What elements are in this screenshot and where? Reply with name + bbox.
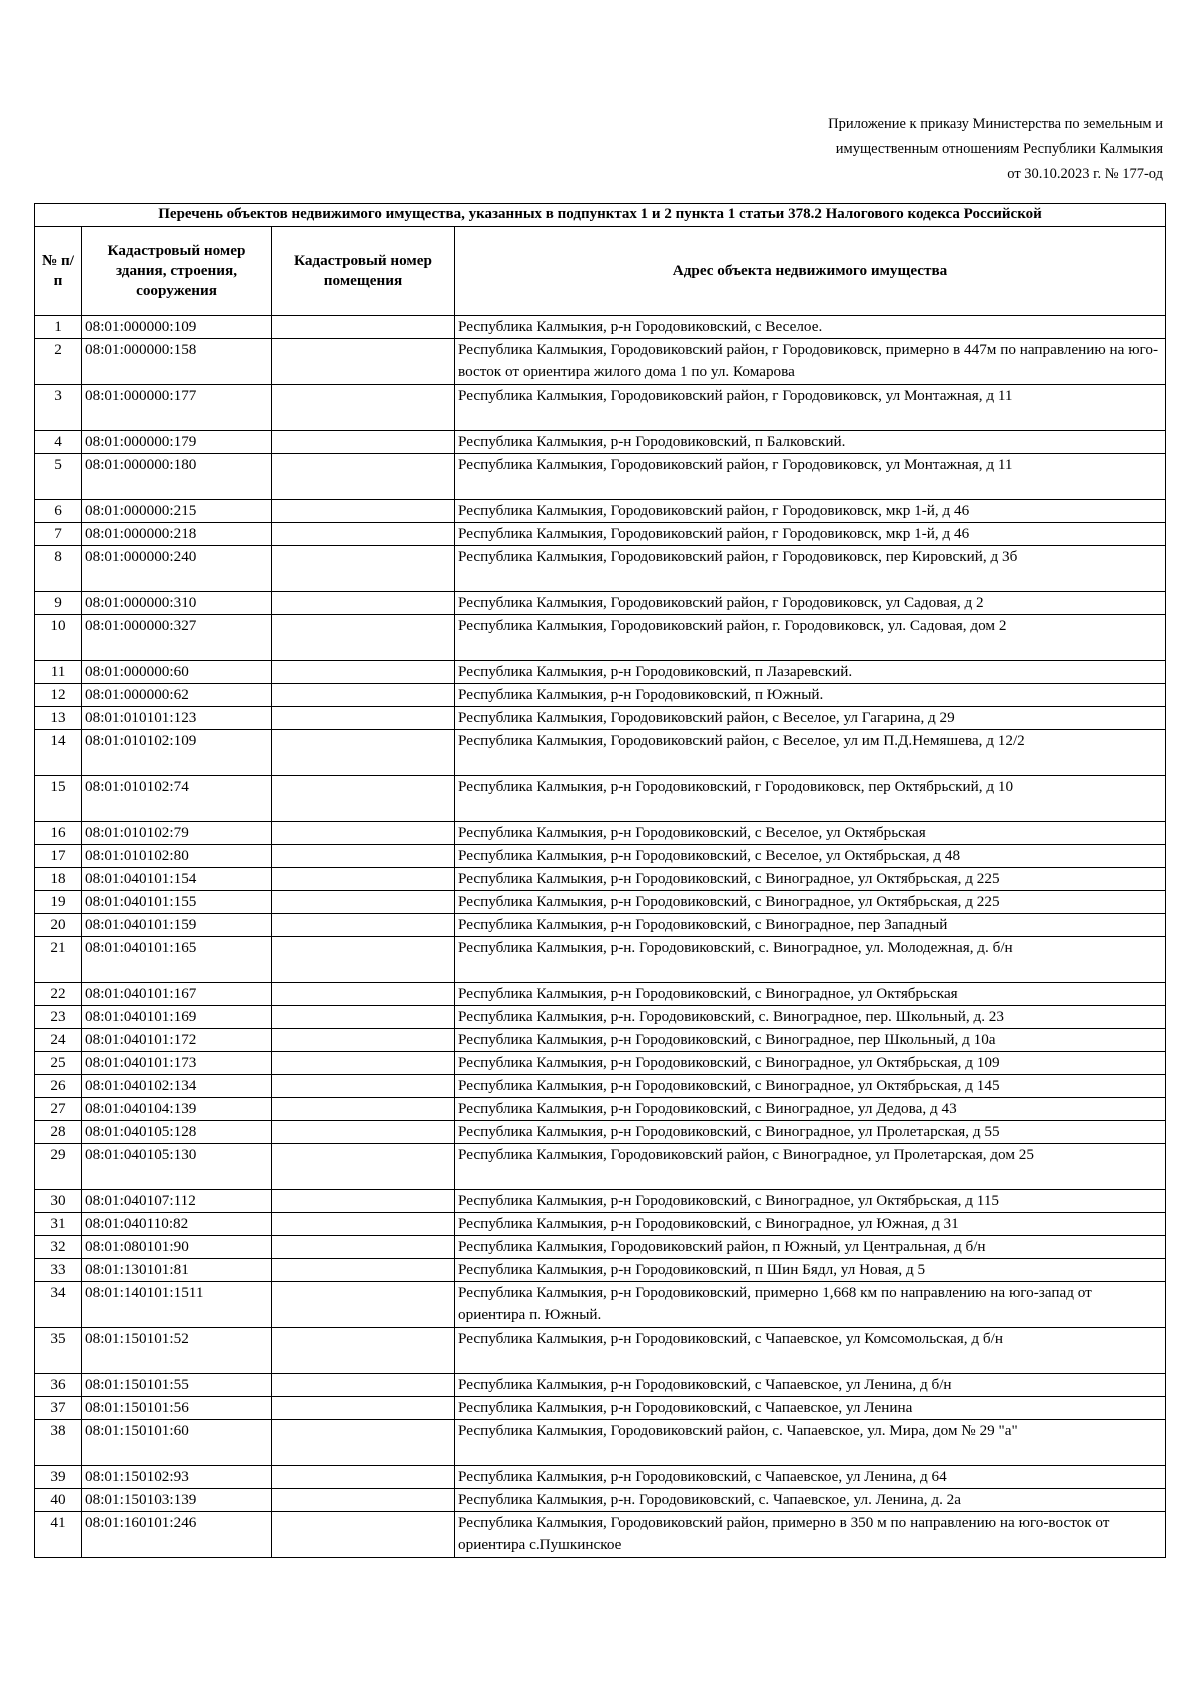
building-cadastral-number: 08:01:040104:139 [82,1098,272,1121]
building-cadastral-number: 08:01:040101:154 [82,868,272,891]
object-address: Республика Калмыкия, р-н Городовиковский, с Веселое, ул Октябрьская, д 48 [455,845,1166,868]
table-row [35,914,1166,937]
table-row [35,730,1166,776]
row-number: 31 [35,1213,82,1236]
object-address: Республика Калмыкия, р-н Городовиковский, с Виноградное, ул Октябрьская [455,983,1166,1006]
table-row [35,546,1166,592]
building-cadastral-number: 08:01:140101:1511 [82,1282,272,1328]
table-row [35,1420,1166,1466]
building-cadastral-number: 08:01:040101:155 [82,891,272,914]
row-number: 32 [35,1236,82,1259]
table-row [35,1098,1166,1121]
row-number: 23 [35,1006,82,1029]
header-premises-cadastral: Кадастровый номер помещения [272,227,455,316]
table-row [35,592,1166,615]
row-number: 40 [35,1489,82,1512]
premises-cadastral-number [272,1052,455,1075]
building-cadastral-number: 08:01:040102:134 [82,1075,272,1098]
object-address: Республика Калмыкия, Городовиковский район, г Городовиковск, мкр 1-й, д 46 [455,500,1166,523]
object-address: Республика Калмыкия, р-н Городовиковский, с Чапаевское, ул Ленина [455,1397,1166,1420]
premises-cadastral-number [272,707,455,730]
premises-cadastral-number [272,1075,455,1098]
table-row [35,431,1166,454]
attachment-note [828,112,1163,187]
row-number: 14 [35,730,82,776]
table-row [35,1029,1166,1052]
premises-cadastral-number [272,1397,455,1420]
building-cadastral-number: 08:01:040110:82 [82,1213,272,1236]
row-number: 11 [35,661,82,684]
table-row [35,1397,1166,1420]
premises-cadastral-number [272,868,455,891]
object-address: Республика Калмыкия, Городовиковский район, п Южный, ул Центральная, д б/н [455,1236,1166,1259]
building-cadastral-number: 08:01:080101:90 [82,1236,272,1259]
table-row [35,454,1166,500]
premises-cadastral-number [272,914,455,937]
premises-cadastral-number [272,523,455,546]
premises-cadastral-number [272,1328,455,1374]
table-row [35,845,1166,868]
premises-cadastral-number [272,1259,455,1282]
building-cadastral-number: 08:01:010102:109 [82,730,272,776]
premises-cadastral-number [272,1282,455,1328]
row-number: 4 [35,431,82,454]
object-address: Республика Калмыкия, р-н Городовиковский, с Виноградное, ул Октябрьская, д 225 [455,891,1166,914]
table-row [35,661,1166,684]
premises-cadastral-number [272,1466,455,1489]
table-title: Перечень объектов недвижимого имущества, указанных в подпунктах 1 и 2 пункта 1 статьи 378.2 Налогового кодекса Российской [35,204,1166,227]
row-number: 3 [35,385,82,431]
building-cadastral-number: 08:01:040101:169 [82,1006,272,1029]
premises-cadastral-number [272,1029,455,1052]
row-number: 33 [35,1259,82,1282]
premises-cadastral-number [272,500,455,523]
premises-cadastral-number [272,592,455,615]
table-row [35,822,1166,845]
object-address: Республика Калмыкия, р-н Городовиковский, г Городовиковск, пер Октябрьский, д 10 [455,776,1166,822]
row-number: 22 [35,983,82,1006]
building-cadastral-number: 08:01:010101:123 [82,707,272,730]
attachment-line-3: от 30.10.2023 г. № 177-од [1007,166,1163,182]
table-row [35,1190,1166,1213]
row-number: 26 [35,1075,82,1098]
table-row [35,1489,1166,1512]
table-row [35,1259,1166,1282]
object-address: Республика Калмыкия, Городовиковский район, с Веселое, ул Гагарина, д 29 [455,707,1166,730]
row-number: 13 [35,707,82,730]
building-cadastral-number: 08:01:040105:130 [82,1144,272,1190]
row-number: 24 [35,1029,82,1052]
table-row [35,1374,1166,1397]
building-cadastral-number: 08:01:000000:240 [82,546,272,592]
table-row [35,1121,1166,1144]
object-address: Республика Калмыкия, р-н Городовиковский, с Веселое. [455,316,1166,339]
building-cadastral-number: 08:01:040101:167 [82,983,272,1006]
row-number: 6 [35,500,82,523]
object-address: Республика Калмыкия, р-н Городовиковский, п Южный. [455,684,1166,707]
row-number: 30 [35,1190,82,1213]
premises-cadastral-number [272,1512,455,1558]
object-address: Республика Калмыкия, Городовиковский район, г Городовиковск, мкр 1-й, д 46 [455,523,1166,546]
object-address: Республика Калмыкия, р-н Городовиковский, с Виноградное, ул Октябрьская, д 115 [455,1190,1166,1213]
table-row [35,1052,1166,1075]
table-row [35,1213,1166,1236]
building-cadastral-number: 08:01:040105:128 [82,1121,272,1144]
building-cadastral-number: 08:01:000000:218 [82,523,272,546]
building-cadastral-number: 08:01:040101:172 [82,1029,272,1052]
table-row [35,983,1166,1006]
building-cadastral-number: 08:01:000000:215 [82,500,272,523]
building-cadastral-number: 08:01:000000:180 [82,454,272,500]
object-address: Республика Калмыкия, р-н Городовиковский, п Шин Бядл, ул Новая, д 5 [455,1259,1166,1282]
row-number: 2 [35,339,82,385]
table-row [35,339,1166,385]
object-address: Республика Калмыкия, р-н Городовиковский, с Виноградное, ул Южная, д 31 [455,1213,1166,1236]
object-address: Республика Калмыкия, р-н Городовиковский, с Виноградное, ул Октябрьская, д 145 [455,1075,1166,1098]
table-row [35,1512,1166,1558]
object-address: Республика Калмыкия, р-н Городовиковский, с Виноградное, ул Дедова, д 43 [455,1098,1166,1121]
row-number: 21 [35,937,82,983]
row-number: 28 [35,1121,82,1144]
row-number: 27 [35,1098,82,1121]
building-cadastral-number: 08:01:000000:158 [82,339,272,385]
building-cadastral-number: 08:01:000000:109 [82,316,272,339]
row-number: 7 [35,523,82,546]
row-number: 39 [35,1466,82,1489]
premises-cadastral-number [272,776,455,822]
premises-cadastral-number [272,316,455,339]
object-address: Республика Калмыкия, Городовиковский район, с Виноградное, ул Пролетарская, дом 25 [455,1144,1166,1190]
premises-cadastral-number [272,1236,455,1259]
row-number: 41 [35,1512,82,1558]
premises-cadastral-number [272,822,455,845]
premises-cadastral-number [272,730,455,776]
building-cadastral-number: 08:01:010102:74 [82,776,272,822]
object-address: Республика Калмыкия, Городовиковский район, с Веселое, ул им П.Д.Немяшева, д 12/2 [455,730,1166,776]
building-cadastral-number: 08:01:150101:60 [82,1420,272,1466]
premises-cadastral-number [272,615,455,661]
building-cadastral-number: 08:01:160101:246 [82,1512,272,1558]
table-row [35,316,1166,339]
premises-cadastral-number [272,891,455,914]
table-row [35,500,1166,523]
object-address: Республика Калмыкия, р-н Городовиковский, с Виноградное, ул Октябрьская, д 225 [455,868,1166,891]
premises-cadastral-number [272,431,455,454]
building-cadastral-number: 08:01:150101:56 [82,1397,272,1420]
premises-cadastral-number [272,937,455,983]
row-number: 35 [35,1328,82,1374]
object-address: Республика Калмыкия, Городовиковский район, с. Чапаевское, ул. Мира, дом № 29 "а" [455,1420,1166,1466]
object-address: Республика Калмыкия, Городовиковский район, г Городовиковск, пер Кировский, д 3б [455,546,1166,592]
building-cadastral-number: 08:01:150103:139 [82,1489,272,1512]
building-cadastral-number: 08:01:000000:62 [82,684,272,707]
object-address: Республика Калмыкия, р-н Городовиковский, с Чапаевское, ул Ленина, д б/н [455,1374,1166,1397]
premises-cadastral-number [272,1489,455,1512]
table-row [35,1144,1166,1190]
object-address: Республика Калмыкия, р-н Городовиковский, п Лазаревский. [455,661,1166,684]
row-number: 36 [35,1374,82,1397]
premises-cadastral-number [272,1006,455,1029]
table-row [35,1006,1166,1029]
object-address: Республика Калмыкия, р-н Городовиковский, с Виноградное, пер Школьный, д 10а [455,1029,1166,1052]
table-row [35,615,1166,661]
attachment-line-1: Приложение к приказу Министерства по земельным и [828,116,1163,132]
table-row [35,868,1166,891]
building-cadastral-number: 08:01:150102:93 [82,1466,272,1489]
building-cadastral-number: 08:01:000000:310 [82,592,272,615]
table-row [35,937,1166,983]
object-address: Республика Калмыкия, Городовиковский район, примерно в 350 м по направлению на юго-восток от ориентира с.Пушкинское [455,1512,1166,1558]
object-address: Республика Калмыкия, Городовиковский район, г. Городовиковск, ул. Садовая, дом 2 [455,615,1166,661]
row-number: 29 [35,1144,82,1190]
building-cadastral-number: 08:01:040107:112 [82,1190,272,1213]
premises-cadastral-number [272,1144,455,1190]
row-number: 17 [35,845,82,868]
building-cadastral-number: 08:01:000000:179 [82,431,272,454]
premises-cadastral-number [272,1121,455,1144]
row-number: 10 [35,615,82,661]
building-cadastral-number: 08:01:130101:81 [82,1259,272,1282]
premises-cadastral-number [272,339,455,385]
table-row [35,776,1166,822]
table-row [35,1328,1166,1374]
row-number: 38 [35,1420,82,1466]
row-number: 8 [35,546,82,592]
object-address: Республика Калмыкия, р-н Городовиковский, с Виноградное, ул Пролетарская, д 55 [455,1121,1166,1144]
row-number: 18 [35,868,82,891]
table-row [35,1236,1166,1259]
object-address: Республика Калмыкия, Городовиковский район, г Городовиковск, примерно в 447м по направлению на юго-восток от ориентира жилого дома 1 по ул. Комарова [455,339,1166,385]
object-address: Республика Калмыкия, Городовиковский район, г Городовиковск, ул Садовая, д 2 [455,592,1166,615]
premises-cadastral-number [272,684,455,707]
object-address: Республика Калмыкия, р-н Городовиковский, с Чапаевское, ул Ленина, д 64 [455,1466,1166,1489]
premises-cadastral-number [272,454,455,500]
row-number: 19 [35,891,82,914]
building-cadastral-number: 08:01:000000:60 [82,661,272,684]
premises-cadastral-number [272,1213,455,1236]
building-cadastral-number: 08:01:000000:177 [82,385,272,431]
building-cadastral-number: 08:01:010102:80 [82,845,272,868]
premises-cadastral-number [272,983,455,1006]
row-number: 15 [35,776,82,822]
row-number: 5 [35,454,82,500]
table-row [35,1075,1166,1098]
row-number: 1 [35,316,82,339]
building-cadastral-number: 08:01:000000:327 [82,615,272,661]
row-number: 20 [35,914,82,937]
premises-cadastral-number [272,385,455,431]
premises-cadastral-number [272,661,455,684]
attachment-line-2: имущественным отношениям Республики Калмыкия [835,141,1163,157]
premises-cadastral-number [272,1098,455,1121]
premises-cadastral-number [272,1374,455,1397]
object-address: Республика Калмыкия, р-н. Городовиковский, с. Чапаевское, ул. Ленина, д. 2а [455,1489,1166,1512]
table-row [35,707,1166,730]
header-address: Адрес объекта недвижимого имущества [455,227,1166,316]
row-number: 16 [35,822,82,845]
building-cadastral-number: 08:01:010102:79 [82,822,272,845]
premises-cadastral-number [272,1420,455,1466]
object-address: Республика Калмыкия, р-н Городовиковский, с Чапаевское, ул Комсомольская, д б/н [455,1328,1166,1374]
table-row [35,385,1166,431]
object-address: Республика Калмыкия, р-н. Городовиковский, с. Виноградное, пер. Школьный, д. 23 [455,1006,1166,1029]
row-number: 9 [35,592,82,615]
table-row [35,684,1166,707]
table-row [35,523,1166,546]
table-body [35,316,1166,1558]
row-number: 12 [35,684,82,707]
object-address: Республика Калмыкия, р-н Городовиковский, с Виноградное, пер Западный [455,914,1166,937]
header-building-cadastral: Кадастровый номер здания, строения, сооружения [82,227,272,316]
object-address: Республика Калмыкия, р-н Городовиковский, с Виноградное, ул Октябрьская, д 109 [455,1052,1166,1075]
header-num: № п/п [35,227,82,316]
row-number: 25 [35,1052,82,1075]
object-address: Республика Калмыкия, р-н Городовиковский, примерно 1,668 км по направлению на юго-запад от ориентира п. Южный. [455,1282,1166,1328]
building-cadastral-number: 08:01:040101:165 [82,937,272,983]
building-cadastral-number: 08:01:040101:173 [82,1052,272,1075]
table-row [35,1282,1166,1328]
row-number: 37 [35,1397,82,1420]
object-address: Республика Калмыкия, р-н Городовиковский, п Балковский. [455,431,1166,454]
object-address: Республика Калмыкия, р-н. Городовиковский, с. Виноградное, ул. Молодежная, д. б/н [455,937,1166,983]
premises-cadastral-number [272,845,455,868]
premises-cadastral-number [272,546,455,592]
object-address: Республика Калмыкия, Городовиковский район, г Городовиковск, ул Монтажная, д 11 [455,454,1166,500]
property-register-table [34,203,1166,1558]
object-address: Республика Калмыкия, р-н Городовиковский, с Веселое, ул Октябрьская [455,822,1166,845]
building-cadastral-number: 08:01:150101:55 [82,1374,272,1397]
table-row [35,1466,1166,1489]
premises-cadastral-number [272,1190,455,1213]
row-number: 34 [35,1282,82,1328]
table-row [35,891,1166,914]
object-address: Республика Калмыкия, Городовиковский район, г Городовиковск, ул Монтажная, д 11 [455,385,1166,431]
building-cadastral-number: 08:01:150101:52 [82,1328,272,1374]
building-cadastral-number: 08:01:040101:159 [82,914,272,937]
